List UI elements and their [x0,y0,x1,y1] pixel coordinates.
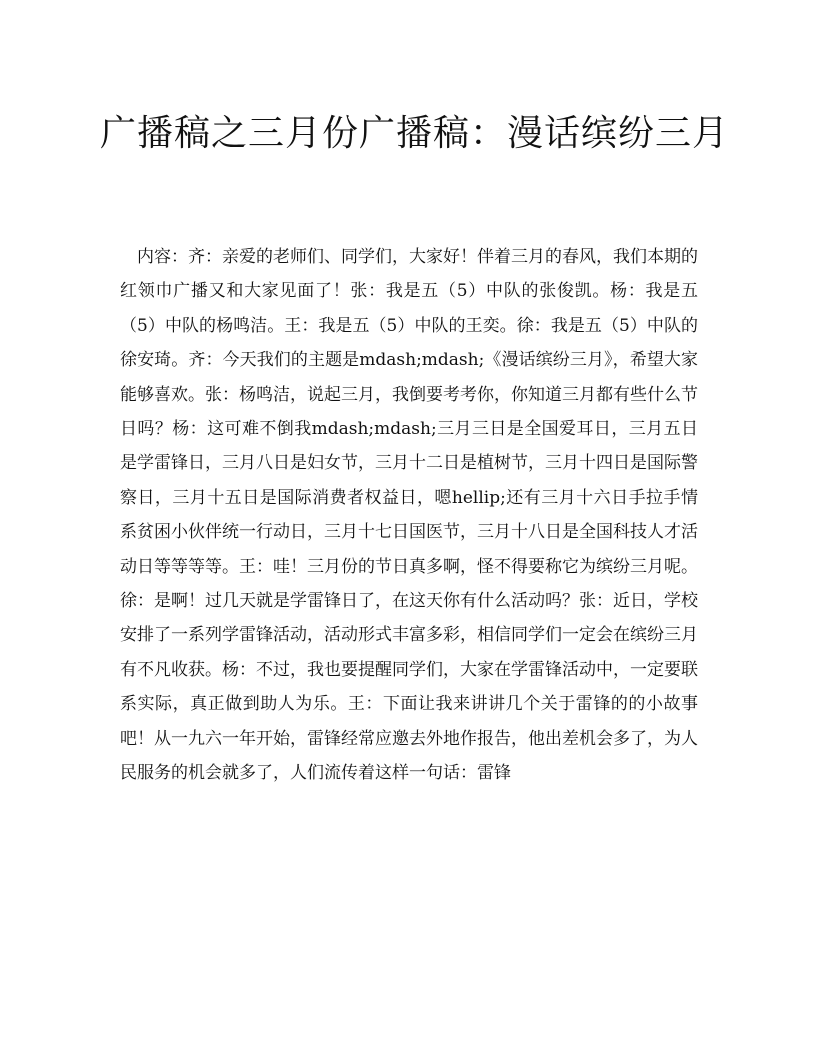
document-body-paragraph: 内容：齐：亲爱的老师们、同学们，大家好！伴着三月的春风，我们本期的红领巾广播又和大家见面了！张：我是五（5）中队的张俊凯。杨：我是五（5）中队的杨鸣洁。王：我是五（5）中队的王奕。徐：我是五（5）中队的徐安琦。齐：今天我们的主题是mdash;mdash;《漫话缤纷三月》，希望大家能够喜欢。张：杨鸣洁，说起三月，我倒要考考你，你知道三月都有些什么节日吗？杨：这可难不倒我mdash;mdash;三月三日是全国爱耳日，三月五日是学雷锋日，三月八日是妇女节，三月十二日是植树节，三月十四日是国际警察日，三月十五日是国际消费者权益日，嗯hellip;还有三月十六日手拉手情系贫困小伙伴统一行动日，三月十七日国医节，三月十八日是全国科技人才活动日等等等等。王：哇！三月份的节日真多啊，怪不得要称它为缤纷三月呢。徐：是啊！过几天就是学雷锋日了，在这天你有什么活动吗？张：近日，学校安排了一系列学雷锋活动，活动形式丰富多彩，相信同学们一定会在缤纷三月有不凡收获。杨：不过，我也要提醒同学们，大家在学雷锋活动中，一定要联系实际，真正做到助人为乐。王：下面让我来讲讲几个关于雷锋的的小故事吧！从一九六一年开始，雷锋经常应邀去外地作报告，他出差机会多了，为人民服务的机会就多了，人们流传着这样一句话：雷锋 [120,247,698,784]
document-title: 广播稿之三月份广播稿：漫话缤纷三月 [100,113,730,154]
